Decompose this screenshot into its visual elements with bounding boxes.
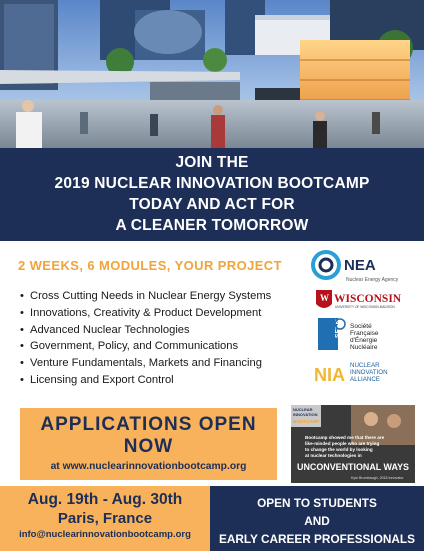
logo-stack xyxy=(310,248,420,398)
applications-line-1: APPLICATIONS OPEN xyxy=(40,414,257,435)
testimonial-tag-1: NUCLEAR xyxy=(293,407,313,412)
audience-line-2: AND xyxy=(304,514,330,528)
list-item: • Advanced Nuclear Technologies xyxy=(20,323,190,336)
module-label: Government, Policy, and Communications xyxy=(30,340,239,353)
applications-url[interactable]: at www.nuclearinnovationbootcamp.org xyxy=(50,461,247,472)
module-label: Licensing and Export Control xyxy=(30,373,174,386)
wisconsin-sub: UNIVERSITY OF WISCONSIN-MADISON xyxy=(335,305,395,309)
svg-text:W: W xyxy=(320,293,329,303)
banner-line-4: A CLEANER TOMORROW xyxy=(115,217,309,234)
audience-line-1: OPEN TO STUDENTS xyxy=(257,496,377,510)
banner-line-2: 2019 NUCLEAR INNOVATION BOOTCAMP xyxy=(54,175,370,192)
testimonial-attribution: Kyle Brumbaugh, 2018 Innovator xyxy=(351,476,404,480)
testimonial-quote-4: at nuclear technologies in xyxy=(305,453,362,458)
testimonial-tag-2: INNOVATION xyxy=(293,412,318,417)
list-item: • Innovations, Creativity & Product Development xyxy=(20,306,262,319)
wisconsin-name: WISCONSIN xyxy=(334,293,402,305)
event-location: Paris, France xyxy=(57,510,153,527)
headline-banner xyxy=(0,148,424,241)
program-subheading: 2 WEEKS, 6 MODULES, YOUR PROJECT xyxy=(18,258,282,273)
svg-text:d'Énergie: d'Énergie xyxy=(350,337,378,344)
event-dates: Aug. 19th - Aug. 30th xyxy=(27,491,183,508)
wisconsin-logo xyxy=(316,290,402,309)
banner-line-1: JOIN THE xyxy=(175,154,249,171)
module-label: Advanced Nuclear Technologies xyxy=(30,323,190,336)
svg-text:Nucléaire: Nucléaire xyxy=(350,344,378,351)
list-item: • Government, Policy, and Communications xyxy=(20,340,239,353)
applications-line-2: NOW xyxy=(123,436,174,457)
testimonial-quote-1: Bootcamp showed me that there are xyxy=(305,435,385,440)
nea-name: Nuclear Energy Agency xyxy=(346,277,399,283)
testimonial-image xyxy=(291,405,415,483)
audience-box xyxy=(210,486,424,551)
banner-line-3: TODAY AND ACT FOR xyxy=(129,196,295,213)
sfen-logo xyxy=(318,318,379,351)
applications-box xyxy=(20,408,277,480)
hero-image xyxy=(0,0,424,148)
nia-abbr: NIA xyxy=(314,365,345,385)
testimonial-tag-3: BOOTCAMP xyxy=(293,419,320,424)
svg-text:Française: Française xyxy=(350,330,379,337)
list-item: • Licensing and Export Control xyxy=(20,373,174,386)
module-label: Cross Cutting Needs in Nuclear Energy Systems xyxy=(30,290,272,302)
testimonial-quote-3: to change the world by looking xyxy=(305,447,373,452)
module-list xyxy=(20,288,271,389)
list-item: • Cross Cutting Needs in Nuclear Energy Systems xyxy=(20,290,272,302)
audience-line-3: EARLY CAREER PROFESSIONALS xyxy=(219,532,415,546)
module-label: Innovations, Creativity & Product Development xyxy=(30,306,262,319)
nia-line-2: INNOVATION xyxy=(350,369,388,376)
city-illustration xyxy=(0,0,424,148)
nia-logo xyxy=(314,362,388,385)
testimonial-headline: UNCONVENTIONAL WAYS xyxy=(297,462,409,472)
nia-line-1: NUCLEAR xyxy=(350,362,380,369)
svg-text:Société: Société xyxy=(350,323,372,330)
module-label: Venture Fundamentals, Markets and Financing xyxy=(30,357,262,370)
testimonial-quote-2: like-minded people who are trying xyxy=(305,441,380,446)
nea-logo xyxy=(313,252,399,283)
nea-abbr: NEA xyxy=(344,257,376,274)
list-item: • Venture Fundamentals, Markets and Financing xyxy=(20,357,262,370)
nia-line-3: ALLIANCE xyxy=(350,376,380,383)
contact-email[interactable]: info@nuclearinnovationbootcamp.org xyxy=(19,529,191,540)
sfen-abbr: SFEN xyxy=(335,319,342,338)
testimonial-graphic xyxy=(291,405,415,483)
partner-logos xyxy=(310,248,420,403)
event-details xyxy=(0,486,210,551)
